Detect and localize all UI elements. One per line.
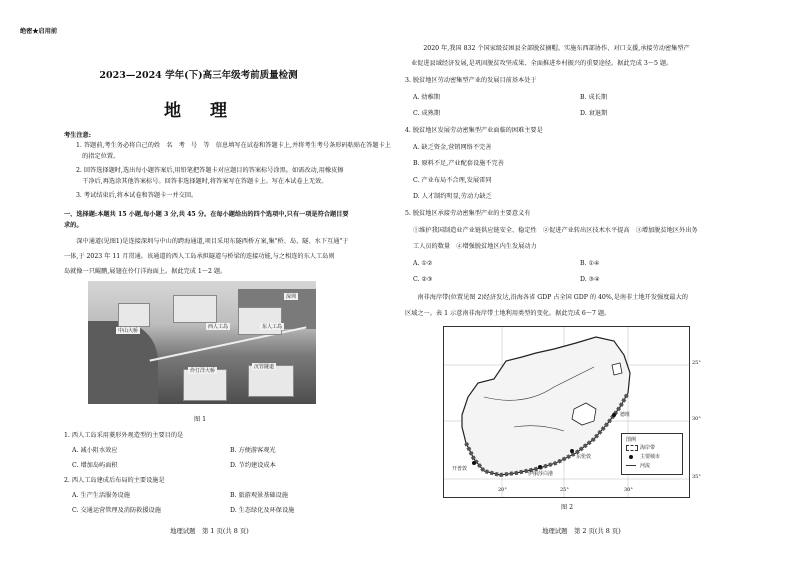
legend-river-swatch [626, 465, 636, 466]
notice-line-3: 2. 回答选择题时,选出每小题答案后,用铅笔把答题卡对应题目的答案标号涂黑。如需改动,用橡皮擦 [76, 167, 344, 174]
photo-label-zhongshan: 中山大桥 [118, 328, 139, 334]
q2-option-a: A. 生产生活服务设施 [72, 492, 130, 499]
map-label-port-elizabeth: 伊丽莎白港 [528, 471, 554, 477]
map-label-cape-town: 开普敦 [452, 466, 468, 472]
photo-label-shenzhen: 深圳 [286, 294, 297, 300]
q5-option-a: A. ①② [413, 260, 433, 267]
q1-stem: 1. 西人工岛采用菱形外观造型的主要目的是 [64, 432, 184, 439]
q4-stem: 4. 脱贫地区发展劳动密集型产业面临的困难主要是 [405, 127, 543, 134]
q3-option-c: C. 成熟期 [413, 110, 441, 117]
legend-title: 图例 [626, 437, 637, 443]
q4-option-d: D. 人才制约明显,劳动力缺乏 [413, 193, 492, 200]
map-lat-30: 30° [692, 416, 701, 422]
r-intro2-line-2: 区域之一。表 1 示意南非海岸带土地利用类型的变化。据此完成 6～7 题。 [405, 310, 611, 317]
photo-label-west-island: 西人工岛 [208, 324, 229, 330]
map-lon-25: 25° [560, 487, 569, 493]
exam-title: 2023—2024 学年(下)高三年级考前质量检测 [99, 70, 298, 81]
city-cape-town-dot [472, 461, 476, 465]
section-heading-2: 求的。 [64, 222, 83, 229]
q5-option-c: C. ②③ [413, 276, 433, 283]
country-outline [462, 337, 630, 475]
photo-label-lingding: 伶仃洋大桥 [190, 368, 216, 374]
q1-option-c: C. 增加岛屿面积 [72, 462, 118, 469]
legend-river-label: 河流 [640, 463, 651, 469]
q4-option-b: B. 原料不足,产业配套设施不完善 [413, 160, 504, 167]
city-durban-dot [612, 413, 616, 417]
q5-statement-line-2: 工人员的数量 ④增强脱贫地区内生发展动力 [413, 243, 537, 250]
map-lon-30: 30° [624, 487, 633, 493]
legend-coast-label: 海岸带 [640, 445, 656, 451]
map-lat-35: 35° [692, 474, 701, 480]
q3-option-a: A. 幼稚期 [413, 94, 440, 101]
legend-coast-swatch [626, 445, 638, 451]
notice-heading: 考生注意: [64, 132, 92, 139]
r-intro2-line-1: 南非海岸带(位置见图 2)经济发达,沿海各省 GDP 占全国 GDP 的 40%,是南非土地开发强度最大的 [405, 294, 688, 301]
section-heading: 一、选择题:本题共 15 小题,每小题 3 分,共 45 分。在每小题给出的四个选项中,只有一项是符合题目要 [64, 211, 349, 218]
subject-title: 地 理 [164, 101, 233, 121]
map-lon-20: 20° [498, 487, 507, 493]
figure-2-caption: 图 2 [561, 504, 574, 511]
intro-line-1: 深中通道(见图1)是连接深圳与中山的跨海通道,项目采用东隧西桥方案,集"桥、岛、隧、水下互通"于 [64, 238, 349, 245]
notice-line-2: 的指定位置。 [76, 153, 120, 160]
notice-line-1: 1. 答题前,考生务必将自己的姓 名 考 号 等 信息填写在试卷和答题卡上,并将考生考号条形码粘贴在答题卡上 [76, 142, 391, 149]
notice-line-5: 3. 考试结束后,将本试卷和答题卡一并交回。 [76, 192, 198, 199]
q4-option-c: C. 产业布局不合理,发展雷同 [413, 177, 492, 184]
q2-stem: 2. 西人工岛建成后布局的主要设施是 [64, 477, 165, 484]
eswatini-outline [612, 363, 622, 375]
photo-label-east-island: 东人工岛 [262, 324, 283, 330]
q3-option-b: B. 成长期 [580, 94, 608, 101]
r-intro-line-1: 2020 年,我国 832 个国家级贫困县全部脱贫摘帽。实施东西部协作、对口支援,承接劳动密集型产 [411, 45, 690, 52]
map-label-east-london: 东伦敦 [576, 454, 592, 460]
figure-1-photo [88, 281, 316, 404]
figure-1-caption: 图 1 [194, 416, 207, 423]
q5-option-d: D. ③④ [580, 276, 600, 283]
q2-option-d: D. 生态绿化及环保设施 [230, 507, 295, 514]
intro-line-2: 一体,于 2023 年 11 月贯通。该通道的西人工岛承担隧道与桥梁的连接功能,与之相连的东人工岛则 [64, 253, 335, 260]
city-port-elizabeth-dot [538, 465, 542, 469]
r-intro-line-2: 业促进县域经济发展,是巩固脱贫攻坚成果、全面推进乡村振兴的重要途径。据此完成 3～5 题。 [411, 60, 673, 67]
q1-option-a: A. 减小阻水效应 [72, 447, 118, 454]
map-legend [621, 433, 683, 475]
q5-stem: 5. 脱贫地区承接劳动密集型产业的主要意义有 [405, 210, 531, 217]
q2-option-c: C. 交通运营管理及消防救援设施 [72, 507, 161, 514]
q1-option-d: D. 节约建设成本 [230, 462, 276, 469]
q1-option-b: B. 方便游客观光 [230, 447, 276, 454]
q4-option-a: A. 缺乏资金,营销网络不完善 [413, 144, 492, 151]
notice-line-4: 干净后,再选涂其他答案标号。回答非选择题时,将答案写在答题卡上。写在本试卷上无效。 [76, 178, 328, 185]
q2-option-b: B. 旅游观景基础设施 [230, 492, 288, 499]
figure-2-map [443, 326, 701, 498]
q5-option-b: B. ①④ [580, 260, 600, 267]
q3-option-d: D. 衰退期 [580, 110, 608, 117]
photo-label-tunnel: 沉管隧道 [254, 364, 275, 370]
secret-mark: 绝密★启用前 [20, 28, 58, 35]
right-footer: 地理试题 第 2 页(共 8 页) [542, 527, 621, 535]
map-lat-25: 25° [692, 360, 701, 366]
q5-statement-line-1: ①维护我国制造业产业链供应链安全、稳定性 ②促进产业转出区技术水平提高 ③增加脱贫地区外出务 [413, 227, 698, 234]
left-footer: 地理试题 第 1 页(共 8 页) [170, 527, 249, 535]
legend-city-label: 主要城市 [640, 454, 661, 460]
map-label-durban: 德班 [620, 412, 631, 418]
q3-stem: 3. 脱贫地区劳动密集型产业的发展目前基本处于 [405, 77, 537, 84]
intro-line-3: 岛就像一只鲲鹏,展翅在伶仃洋海面上。据此完成 1～2 题。 [64, 268, 227, 275]
legend-city-swatch [629, 455, 633, 459]
